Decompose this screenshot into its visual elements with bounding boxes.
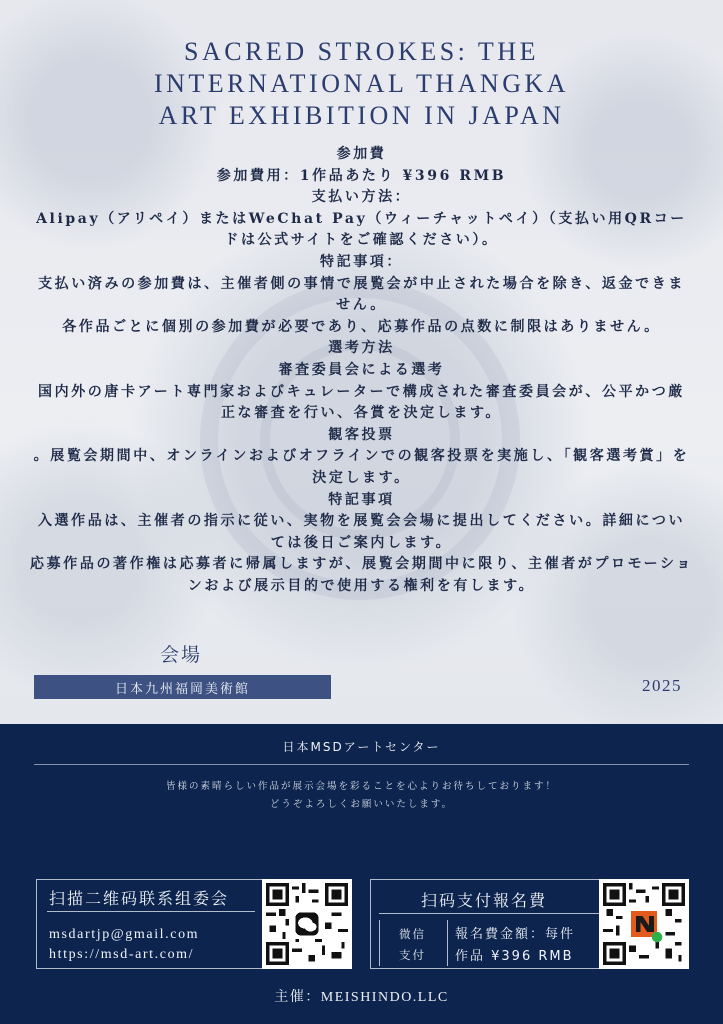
notes-text: 支払い済みの参加費は、主催者側の事情で展覧会が中止された場合を除き、返金できません。 [38,275,685,314]
notes-heading: 特記事項： [320,253,403,270]
fee-heading: 参加費 [336,146,387,162]
exhibition-details [30,144,693,597]
contact-box-title: 扫描二维码联系组委会 [49,889,230,908]
audience-text: 。展覧会期間中、オンラインおよびオフラインでの観客投票を実施し、「観客選考賞」を決定します。 [33,448,690,486]
payment-detail [455,924,575,968]
payment-heading: 支払い方法： [311,189,412,206]
welcome-message [0,778,723,814]
title-line: SACRED STROKES: THE [184,37,539,66]
payment-text: Alipay（アリペイ）またはWeChat Pay（ウィーチャットペイ）（支払い用QRコードは公式サイトをご確認ください）。 [36,210,687,249]
audience-heading: 観客投票 [328,426,395,443]
footer-section [0,724,723,1024]
jury-heading: 審査委員会による選考 [278,361,445,378]
payment-label-line: 微信 [399,927,426,941]
notes-text: 各作品ごとに個別の参加費が必要であり、応募作品の点数に制限はありません。 [62,318,661,335]
payment-method-label [399,924,426,966]
payment-label-line: 支付 [399,948,426,962]
title-line: INTERNATIONAL THANGKA [153,69,570,98]
selection-heading: 選考方法 [328,340,395,357]
venue-name-bar [34,675,331,699]
exhibition-title [0,36,723,132]
title-line: ART EXHIBITION IN JAPAN [158,101,565,130]
sponsor-line: 主催：MEISHINDO.LLC [274,990,449,1005]
special-text: 入選作品は、主催者の指示に従い、実物を展覧会会場に提出してください。詳細については後日ご案内します。 [37,513,686,551]
box-divider [379,913,601,914]
payment-detail-line: 作品 ¥396 RMB [455,949,574,964]
footer-divider [34,764,689,765]
box-vertical-divider [379,920,380,966]
fee-line: 参加費用：1作品あたり ¥396 RMB [216,167,507,184]
payment-qr-code-icon [599,879,689,969]
payment-detail-line: 報名費金額：每件 [455,927,576,942]
contact-website-link[interactable]: https://msd-art.com/ [49,947,195,962]
contact-email-link[interactable]: msdartjp@gmail.com [49,927,200,942]
welcome-line: どうぞよろしくお願いいたします。 [269,799,454,810]
payment-box-title: 扫码支付報名費 [421,891,548,910]
wechat-qr-code-icon [262,879,352,969]
venue-name: 日本九州福岡美術館 [114,681,250,697]
contact-info [49,925,199,965]
venue-label: 会場 [160,644,203,666]
jury-text: 国内外の唐卡アート専門家およびキュレーターで構成された審査委員会が、公平かつ厳正な審査を行い、各賞を決定します。 [38,383,685,422]
box-vertical-divider [447,920,448,966]
special-text: 応募作品の著作権は応募者に帰属しますが、展覧会期間中に限り、主催者がプロモーションおよび展示目的で使用する権利を有します。 [30,556,693,594]
welcome-line: 皆様の素晴らしい作品が展示会場を彩ることを心よりお待ちしております！ [165,781,557,792]
box-divider [47,911,255,912]
exhibition-year: 2025 [642,676,682,695]
special-heading: 特記事項 [328,491,395,508]
organizer-name: 日本MSDアートセンター [282,740,441,754]
